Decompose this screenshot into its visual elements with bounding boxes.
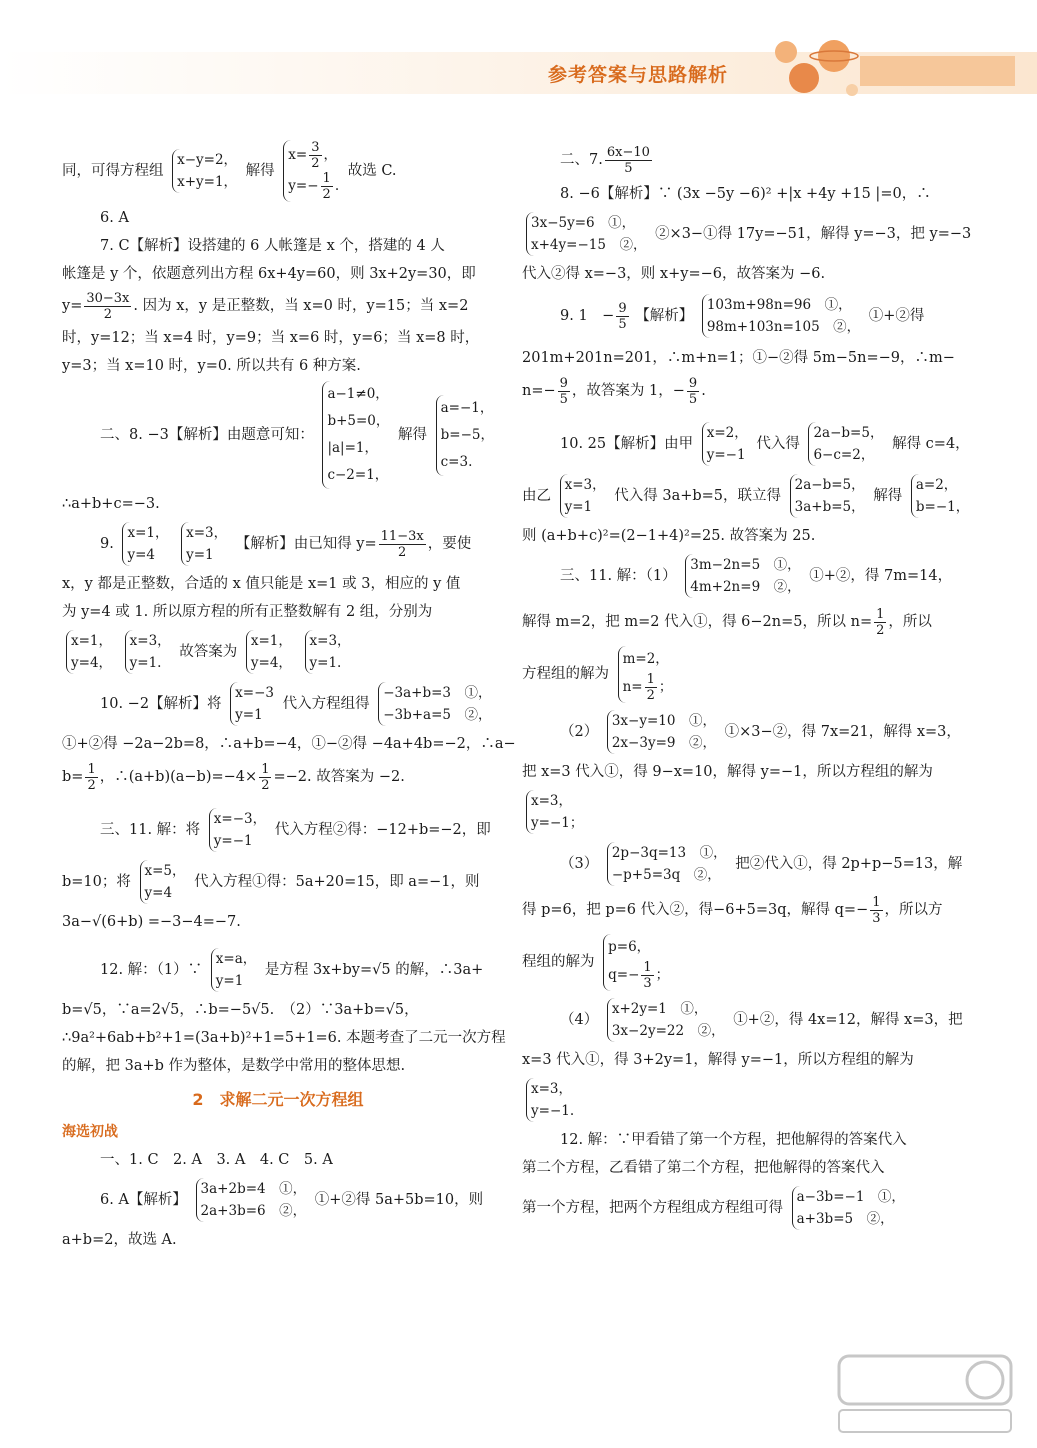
answer-line: 3a−√(6+b) =−3−4=−7. xyxy=(62,914,241,930)
equation-system: m=2， n= $\frac{1}{2}$ ； xyxy=(618,646,673,703)
equation-system: x=−3 y=1 xyxy=(230,682,274,726)
answer-line: 解得 m=2，把 m=2 代入①，得 6−2n=5，所以 n= $\frac{1}{2}$ ，所以 xyxy=(522,606,932,638)
equation-system: x−y=2， x+y=1， xyxy=(172,149,237,193)
answer-line: b=10；将 x=5， y=4 代入方程①得：5a+20=15，即 a=−1，则 xyxy=(62,856,494,908)
answer-line xyxy=(522,1074,954,1126)
equation-system: 3m−2n=5 ①， 4m+2n=9 ②， xyxy=(685,554,800,598)
equation-system: x=3， y=−1； xyxy=(526,790,583,834)
planets-icon xyxy=(768,34,864,114)
text: 同，可得方程组 xyxy=(62,163,164,179)
answer-line: 则 (a+b+c)²=(2−1+4)²=25. 故答案为 25. xyxy=(522,528,816,544)
answer-line: y=3；当 x=10 时，y=0. 所以共有 6 种方案. xyxy=(62,358,361,374)
answer-line: 帐篷是 y 个，依题意列出方程 6x+4y=60，则 3x+2y=30，即 xyxy=(62,266,476,282)
answer-line: 第一个方程，把两个方程组成方程组可得 a−3b=−1 ①， a+3b=5 ②， xyxy=(522,1182,954,1234)
answer-7: 二、7. $\frac{6x-10}{5}$ xyxy=(560,144,650,176)
equation-system: 3a+2b=4 ①， 2a+3b=6 ②， xyxy=(196,1178,307,1222)
text: 解得 xyxy=(245,163,275,179)
section-subtitle: 海选初战 xyxy=(62,1124,118,1140)
answer-line: b=√5，∵a=2√5，∴b=−5√5. （2）∵3a+b=√5， xyxy=(62,1002,419,1018)
equation-system: x=3， y=−1. xyxy=(526,1078,574,1122)
equation-system: x=a， y=1 xyxy=(211,948,256,992)
equation-system: x=3， y=1 xyxy=(560,474,606,518)
answer-11: 三、11. 解：（1） 3m−2n=5 ①， 4m+2n=9 ②， ①+②，得 7m=14， xyxy=(522,550,954,602)
answer-line: （4） x+2y=1 ①， 3x−2y=22 ②， ①+②，得 4x=12，解得 x=3，把 xyxy=(522,994,954,1046)
answer-9: 9. x=1， y=4 x=3， y=1 【解析】由已知得 y= $\frac{11-3x}{2}$ ，要使 xyxy=(62,518,494,570)
answer-line: x=3 代入①，得 3+2y=1，解得 y=−1，所以方程组的解为 xyxy=(522,1052,914,1068)
answer-line: 由乙 x=3， y=1 代入得 3a+b=5，联立得 2a−b=5， 3a+b=5， 解得 a=2， b=−1， xyxy=(522,470,954,522)
answer-12: 12. 解：（1）∵ x=a， y=1 是方程 3x+by=√5 的解，∴3a+ xyxy=(62,944,494,996)
equation-system: x=3， y=1. xyxy=(305,630,351,674)
equation-system: −3a+b=3 ①， −3b+a=5 ②， xyxy=(378,682,491,726)
answer-line: 的解，把 3a+b 作为整体，是数学中常用的整体思想. xyxy=(62,1058,406,1074)
equation-system: x=1， y=4， xyxy=(66,630,112,674)
answer-line: 把 x=3 代入①，得 9−x=10，解得 y=−1，所以方程组的解为 xyxy=(522,764,933,780)
header-decor-bar xyxy=(860,56,1015,86)
equation-system: x=2， y=−1 xyxy=(702,422,748,466)
answer-line: （2） 3x−y=10 ①， 2x−3y=9 ②， ①×3−②，得 7x=21，解得 x=3， xyxy=(522,706,954,758)
equation-system: a−3b=−1 ①， a+3b=5 ②， xyxy=(792,1186,905,1230)
equation-system: p=6， q=− $\frac{1}{3}$ ； xyxy=(603,934,669,991)
answer-line: （3） 2p−3q=13 ①， −p+5=3q ②， 把②代入①，得 2p+p−5=13，解 xyxy=(522,838,954,890)
answer-line: 代入②得 x=−3，则 x+y=−6，故答案为 −6. xyxy=(522,266,826,282)
equation-system: 3x−5y=6 ①， x+4y=−15 ②， xyxy=(526,212,646,256)
equation-system: x=−3， y=−1 xyxy=(209,808,266,852)
equation-system: 2p−3q=13 ①， −p+5=3q ②， xyxy=(607,842,727,886)
equation-system: 103m+98n=96 ①， 98m+103n=105 ②， xyxy=(702,294,860,338)
answer-line xyxy=(62,140,494,202)
answer-line: ①+②得 −2a−2b=8，∴a+b=−4，①−②得 −4a+4b=−2，∴a− xyxy=(62,736,516,752)
answer-line: 6. A【解析】 3a+2b=4 ①， 2a+3b=6 ②， ①+②得 5a+5b=10，则 xyxy=(62,1174,494,1226)
answer-line: x=1， y=4， x=3， y=1. 故答案为 x=1， y=4， x=3， y=1. xyxy=(62,626,494,678)
equation-system: x=3， y=1. xyxy=(125,630,171,674)
answer-line: n=− $\frac{9}{5}$ ，故答案为 1，− $\frac{9}{5}$ . xyxy=(522,375,706,407)
answer-line: a+b=2，故选 A. xyxy=(62,1232,177,1248)
equation-system: x=1， y=4 xyxy=(122,522,168,566)
answer-line xyxy=(522,786,954,838)
answer-line: 程组的解为 p=6， q=− $\frac{1}{3}$ ； xyxy=(522,930,954,994)
answer-line: 3x−5y=6 ①， x+4y=−15 ②， ②×3−①得 17y=−51，解得 y=−3，把 y=−3 xyxy=(522,208,954,260)
equation-system: a=−1， b=−5， c=3. xyxy=(436,395,494,476)
equation-system: x+2y=1 ①， 3x−2y=22 ②， xyxy=(607,998,725,1042)
answer-line: ∴a+b+c=−3. xyxy=(62,496,160,512)
text: 故选 C. xyxy=(347,163,397,179)
answer-line: 时，y=12；当 x=4 时，y=9；当 x=6 时，y=6；当 x=8 时， xyxy=(62,330,480,346)
equation-system: x=5， y=4 xyxy=(140,860,186,904)
answer-line: x，y 都是正整数，合适的 x 值只能是 x=1 或 3，相应的 y 值 xyxy=(62,576,461,592)
answer-line: 一、1. C 2. A 3. A 4. C 5. A xyxy=(100,1152,333,1168)
equation-system: x= $\frac{3}{2}$ ， y=− $\frac{1}{2}$ . xyxy=(283,140,339,202)
answer-line: 方程组的解为 m=2， n= $\frac{1}{2}$ ； xyxy=(522,642,954,706)
answer-line: b= $\frac{1}{2}$ ，∴(a+b)(a−b)=−4× $\frac{1}{2}$ =−2. 故答案为 −2. xyxy=(62,761,405,793)
answer-10: 10. −2【解析】将 x=−3 y=1 代入方程组得 −3a+b=3 ①， −3b+a=5 ②， xyxy=(62,678,494,730)
answer-9: 9. 1 − $\frac{9}{5}$ 【解析】 103m+98n=96 ①， 98m+103n=105 ②， ①+②得 xyxy=(522,288,954,344)
answer-6: 6. A xyxy=(100,210,129,226)
answer-11: 三、11. 解：将 x=−3， y=−1 代入方程②得：−12+b=−2，即 xyxy=(62,804,494,856)
section-title: 2 求解二元一次方程组 xyxy=(192,1090,364,1109)
equation-system: 2a−b=5， 3a+b=5， xyxy=(790,474,865,518)
equation-system: a−1≠0， b+5=0， |a|=1， c−2=1， xyxy=(322,381,389,489)
answer-7: 7. C【解析】设搭建的 6 人帐篷是 x 个，搭建的 4 人 xyxy=(100,238,445,254)
right-column xyxy=(522,140,972,1234)
answer-line: 得 p=6，把 p=6 代入②，得−6+5=3q，解得 q=− $\frac{1}{3}$ ，所以方 xyxy=(522,894,943,926)
answer-8: 8. −6【解析】∵ (3x −5y −6)² +|x +4y +15 |=0，∴ xyxy=(560,186,931,202)
answer-line: 为 y=4 或 1. 所以原方程的所有正整数解有 2 组，分别为 xyxy=(62,604,433,620)
answer-8: 二、8. −3【解析】由题意可知： a−1≠0， b+5=0， |a|=1， c−2=1， 解得 a=−1， b=−5， c=3. xyxy=(62,380,494,490)
equation-system: x=1， y=4， xyxy=(246,630,292,674)
header-title: 参考答案与思路解析 xyxy=(548,64,729,86)
answer-10: 10. 25【解析】由甲 x=2， y=−1 代入得 2a−b=5， 6−c=2， 解得 c=4， xyxy=(522,418,954,470)
answer-line: ∴9a²+6ab+b²+1=(3a+b)²+1=5+1=6. 本题考查了二元一次方程 xyxy=(62,1030,506,1046)
watermark-logo-icon xyxy=(835,1350,1015,1436)
answer-line: y= $\frac{30-3x}{2}$ . 因为 x，y 是正整数，当 x=0 时，y=15；当 x=2 xyxy=(62,290,469,322)
left-column xyxy=(62,140,516,1254)
answer-line: 201m+201n=201，∴m+n=1；①−②得 5m−5n=−9，∴m− xyxy=(522,350,955,366)
equation-system: 3x−y=10 ①， 2x−3y=9 ②， xyxy=(607,710,716,754)
equation-system: x=3， y=1 xyxy=(181,522,227,566)
equation-system: a=2， b=−1， xyxy=(911,474,969,518)
answer-12: 12. 解：∵甲看错了第一个方程，把他解得的答案代入 xyxy=(560,1132,907,1148)
answer-line: 第二个方程，乙看错了第二个方程，把他解得的答案代入 xyxy=(522,1160,885,1176)
equation-system: 2a−b=5， 6−c=2， xyxy=(808,422,883,466)
